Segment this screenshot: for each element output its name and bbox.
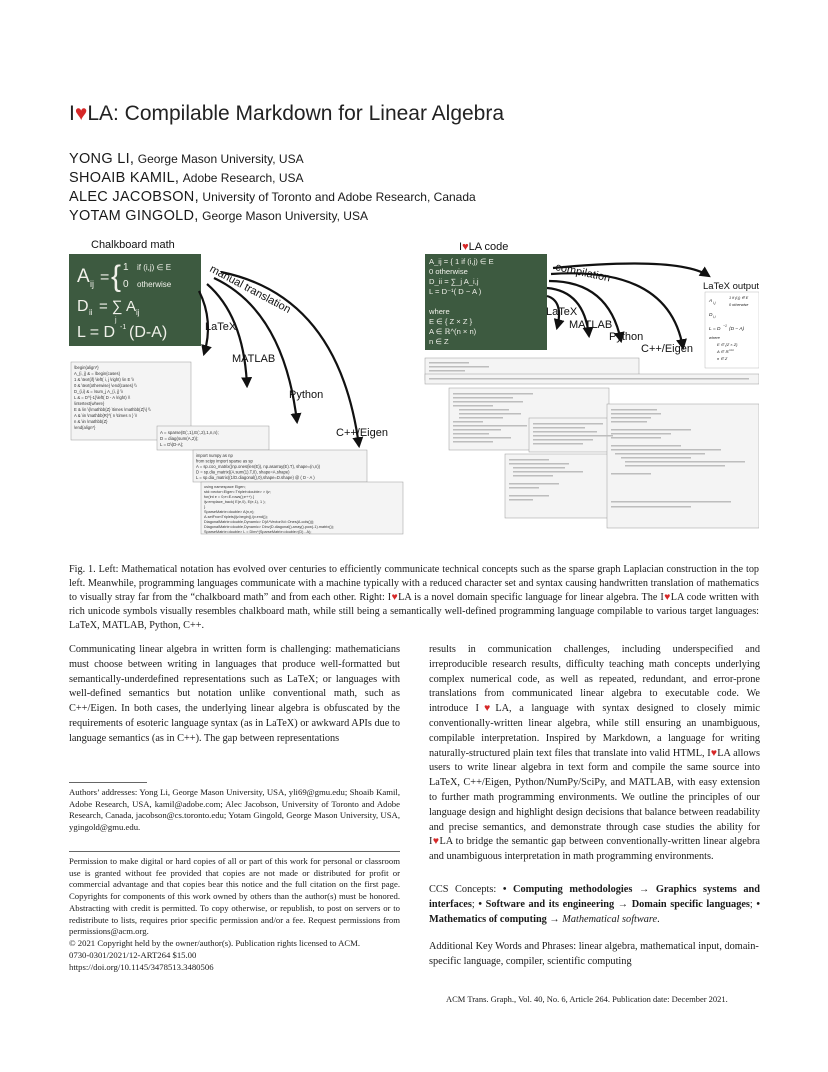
heart-icon: ♥ (663, 592, 671, 603)
svg-text:(D-A): (D-A) (129, 324, 168, 341)
svg-text:D = diag(sum(A,2));: D = diag(sum(A,2)); (160, 436, 199, 441)
figure-caption: Fig. 1. Left: Mathematical notation has evolved over centuries to efficiently communicate technical concepts such as the sparse graph Laplacian construction in the top left. Meanwhile, programming languages communicate with a machine typically with a reduced character set and syntax causing handwritten translation of mathematics to visually stray far from the “chalkboard math” and from each other. Right: I♥LA is a novel domain specific language for linear algebra. The I♥LA code written with rich unicode symbols visually resembles chalkboard math, while still being a semantically well-defined programming language compilable to various target languages: LaTeX, MATLAB, Python, C++. (69, 564, 760, 631)
svg-text:0: 0 (123, 279, 129, 290)
svg-text:E ∈ {Z × Z}: E ∈ {Z × Z} (717, 342, 738, 347)
author-1: YONG LI, George Mason University, USA (69, 151, 304, 167)
svg-text:D: D (77, 298, 89, 315)
target-matlab-left: MATLAB (232, 353, 276, 365)
svg-text:=: = (100, 269, 110, 286)
svg-text:ijv.emplace_back( E(e,0), E(e,: ijv.emplace_back( E(e,0), E(e,1), 1 ); (204, 500, 266, 504)
svg-text:L = D⁻¹( D − A ): L = D⁻¹( D − A ) (429, 287, 482, 296)
heart-icon: ♥ (432, 836, 440, 848)
journal-footer: ACM Trans. Graph., Vol. 40, No. 6, Article 264. Publication date: December 2021. (446, 994, 728, 1004)
svg-text:n×n: n×n (729, 348, 735, 352)
manual-translation-label: manual translation (207, 263, 293, 316)
svg-text:A: A (709, 299, 713, 304)
svg-text:i,j: i,j (713, 301, 716, 305)
target-cpp-left: C++/Eigen (336, 427, 388, 439)
svg-text:{: { (111, 260, 122, 293)
svg-text:import numpy as np: import numpy as np (196, 453, 233, 458)
svg-text:A = sp.coo_matrix((np.ones(len: A = sp.coo_matrix((np.ones(len(E)), np.asarray(E).T), shape=(n,n)) (196, 464, 321, 469)
svg-text:j: j (115, 317, 117, 324)
target-latex-left: LaTeX (205, 321, 237, 333)
teaser-figure (69, 236, 759, 536)
heart-icon: ♥ (710, 747, 718, 759)
svg-text:L & = D^{-1}\left( D - A \righ: L & = D^{-1}\left( D - A \right) \\ (74, 395, 131, 400)
heart-icon: ♥ (74, 102, 88, 125)
abstract-right: results in communication challenges, including underspecified and irreproducible research results, difficulty teaching math concepts underlying complex numerical code, as well as repeated, redundant, and error-prone translations from communicated linear algebra to executable code. We introduce I♥LA, a language with syntax designed to closely mimic conventionally-written linear algebra, while still ensuring an unambiguous, compilable interpretation. Inspired by Markdown, a language for writing naturally-structured plain text files that translate into valid HTML, I♥LA allows users to write linear algebra in text form and compile the same source into LaTeX, C++/Eigen, Python/NumPy/SciPy, and MATLAB, with easy extension to further math programming environments. We outline the principles of our language design and highlight design decisions that balance between readability and precise semantics, and demonstrate through case studies the ability for I♥LA to bridge the semantic gap between conventionally-written linear algebra and unambiguous interpretation in math programming environments. (429, 644, 760, 863)
svg-text:where: where (429, 307, 450, 316)
svg-text:D_{i,i} & = \sum_j A_{i, j} \\: D_{i,i} & = \sum_j A_{i, j} \\ (74, 389, 123, 394)
svg-text:D: D (709, 313, 713, 318)
svg-text:E & \in \{\mathbb{Z} \times \m: E & \in \{\mathbb{Z} \times \mathbb{Z}\} \\ (74, 407, 151, 412)
svg-text:A_ij = { 1 if (i,j) ∈ E: A_ij = { 1 if (i,j) ∈ E (429, 257, 494, 266)
svg-text:1: 1 (123, 262, 129, 273)
abstract-left: Communicating linear algebra in written form is challenging: mathematicians must choose between writing in languages that produce well-formatted but semantically-underdefined representations such as LaTeX; or languages with well-defined semantics but notation unlike conventional math, such as C++/Eigen. In both cases, the underlying linear algebra is obfuscated by the requirements of esoteric language syntax (as in LaTeX) or awkward APIs due to language semantics (as in C++). The gap between representations (69, 644, 400, 744)
svg-text:= ∑ A: = ∑ A (99, 298, 136, 315)
svg-text:n ∈ Z: n ∈ Z (717, 356, 728, 361)
svg-text:ij: ij (136, 308, 140, 317)
svg-text:}: } (204, 505, 206, 509)
target-python-right: Python (609, 331, 644, 343)
svg-text:\intertext{where}: \intertext{where} (74, 401, 105, 406)
target-python-left: Python (289, 389, 324, 401)
svg-text:DiagonalMatrix<double,Dynamic>: DiagonalMatrix<double,Dynamic> Dinv(D.diagonal().array().pow(-1).matrix()); (204, 525, 334, 529)
doi-link[interactable]: https://doi.org/10.1145/3478513.3480506 (69, 962, 214, 972)
svg-text:1 & \text{if} \left( i, j \rig: 1 & \text{if} \left( i, j \right) \in E \\ (74, 377, 134, 382)
permission-rule (69, 851, 400, 852)
svg-text:ij: ij (90, 279, 94, 289)
svg-text:L = sp.dia_matrix((1/D.diagona: L = sp.dia_matrix((1/D.diagonal(),0),shape=D.shape) @ ( D - A ) (196, 475, 315, 480)
svg-text:0 otherwise: 0 otherwise (429, 267, 468, 276)
svg-text:A ∈ ℝ: A ∈ ℝ (717, 349, 729, 354)
svg-text:from scipy import sparse as sp: from scipy import sparse as sp (196, 458, 253, 464)
svg-text:-1: -1 (120, 324, 127, 331)
svg-text:SparseMatrix<double> A(n,n);: SparseMatrix<double> A(n,n); (204, 510, 255, 514)
target-latex-right: LaTeX (546, 306, 578, 318)
svg-text:n & \in \mathbb{Z}: n & \in \mathbb{Z} (74, 419, 108, 424)
svg-text:SparseMatrix<double> L = Dinv*: SparseMatrix<double> L = Dinv*(SparseMatrix<double>(D) - A); (204, 530, 312, 534)
paper-title: I♥LA: Compilable Markdown for Linear Algebra (69, 102, 505, 125)
svg-text:−1: −1 (723, 324, 727, 328)
svg-text:using namespace Eigen;: using namespace Eigen; (204, 485, 246, 489)
svg-text:\end{align*}: \end{align*} (74, 425, 96, 430)
svg-text:0 otherwise: 0 otherwise (729, 303, 749, 307)
svg-text:L = D\(D-A);: L = D\(D-A); (160, 442, 184, 447)
svg-text:where: where (709, 335, 720, 340)
svg-text:if (i,j) ∈ E: if (i,j) ∈ E (137, 263, 172, 272)
author-4: YOTAM GINGOLD, George Mason University, USA (69, 208, 368, 224)
svg-text:\begin{align*}: \begin{align*} (74, 365, 99, 370)
chalkboard-label: Chalkboard math (91, 239, 175, 251)
author-2: SHOAIB KAMIL, Adobe Research, USA (69, 170, 304, 186)
svg-text:A ∈ ℝ^(n × n): A ∈ ℝ^(n × n) (429, 327, 477, 336)
svg-text:E ∈ { Z × Z }: E ∈ { Z × Z } (429, 317, 473, 326)
author-addresses: Authors’ addresses: Yong Li, George Mason University, USA, yli69@gmu.edu; Shoaib Kamil, Adobe Research, USA, kamil@adobe.com; Alec Jacobson, University of Toronto and Adobe Research, Canada, jacobson@cs.toronto.edu; Yotam Gingold, George Mason University, USA, ygingold@gmu.edu. (69, 787, 400, 833)
svg-text:i,i: i,i (713, 315, 716, 319)
svg-text:otherwise: otherwise (137, 280, 172, 289)
heart-icon: ♥ (479, 703, 496, 715)
svg-text:DiagonalMatrix<double,Dynamic>: DiagonalMatrix<double,Dynamic> D(A*VectorXd::Ones(A.cols())); (204, 520, 315, 524)
keywords: Additional Key Words and Phrases: linear algebra, mathematical input, domain-specific language, compiler, scientific computing (429, 941, 759, 967)
svg-text:0 & \text{otherwise} \end{case: 0 & \text{otherwise} \end{cases} \\ (74, 383, 137, 388)
svg-text:A & \in \mathbb{R}^{ n \times: A & \in \mathbb{R}^{ n \times n } \\ (74, 413, 137, 418)
svg-text:for(int e = 0;e<E.rows();e++): for(int e = 0;e<E.rows();e++) { (204, 495, 255, 499)
author-3: ALEC JACOBSON, University of Toronto and Adobe Research, Canada (69, 189, 476, 205)
permission-notice: Permission to make digital or hard copies of all or part of this work for personal or classroom use is granted without fee provided that copies are not made or distributed for profit or commercial advantage and that copies bear this notice and the full citation on the first page. Copyrights for components of this work owned by others than the author(s) must be honored. Abstracting with credit is permitted. To copy otherwise, or republish, to post on servers or to redistribute to lists, requires prior specific permission and/or a fee. Request permissions from permissions@acm.org. (69, 856, 400, 937)
svg-text:A: A (77, 266, 90, 287)
svg-text:1 if (i,j) ∈ E: 1 if (i,j) ∈ E (729, 296, 749, 300)
svg-text:L = D: L = D (709, 327, 721, 332)
footnote-rule (69, 782, 147, 783)
svg-text:A = sparse(E(:,1),E(:,2),1,n,n: A = sparse(E(:,1),E(:,2),1,n,n); (160, 430, 219, 435)
target-cpp-right: C++/Eigen (641, 343, 693, 355)
svg-text:L = D: L = D (77, 324, 116, 341)
compilation-label: compilation (554, 261, 612, 285)
issn: 0730-0301/2021/12-ART264 $15.00 (69, 950, 197, 960)
copyright: © 2021 Copyright held by the owner/author(s). Publication rights licensed to ACM. (69, 938, 361, 948)
svg-text:n ∈ Z: n ∈ Z (429, 337, 449, 346)
svg-text:D_ii = ∑_j A_i,j: D_ii = ∑_j A_i,j (429, 277, 479, 286)
latex-output-label: LaTeX output (703, 281, 759, 292)
svg-text:(D − A): (D − A) (729, 327, 745, 332)
svg-text:A.setFromTriplets(ijv.begin(),: A.setFromTriplets(ijv.begin(),ijv.end()); (204, 515, 268, 519)
svg-text:D = sp.dia_matrix((A.sum(1).T,: D = sp.dia_matrix((A.sum(1).T,0), shape=A.shape) (196, 469, 290, 475)
ila-code-label: I♥LA code (459, 241, 509, 253)
heart-icon: ♥ (391, 592, 399, 603)
target-matlab-right: MATLAB (569, 319, 613, 331)
svg-text:ii: ii (89, 308, 93, 317)
svg-text:std::vector<Eigen::Triplet<dou: std::vector<Eigen::Triplet<double> > ijv; (204, 490, 271, 494)
ccs-concepts: CCS Concepts: • Computing methodologies → Graphics systems and interfaces; • Software and its engineering → Domain specific languages; • Mathematics of computing → Mathematical software. (429, 884, 761, 925)
svg-text:A_{i, j} & = \begin{cases}: A_{i, j} & = \begin{cases} (74, 371, 120, 376)
